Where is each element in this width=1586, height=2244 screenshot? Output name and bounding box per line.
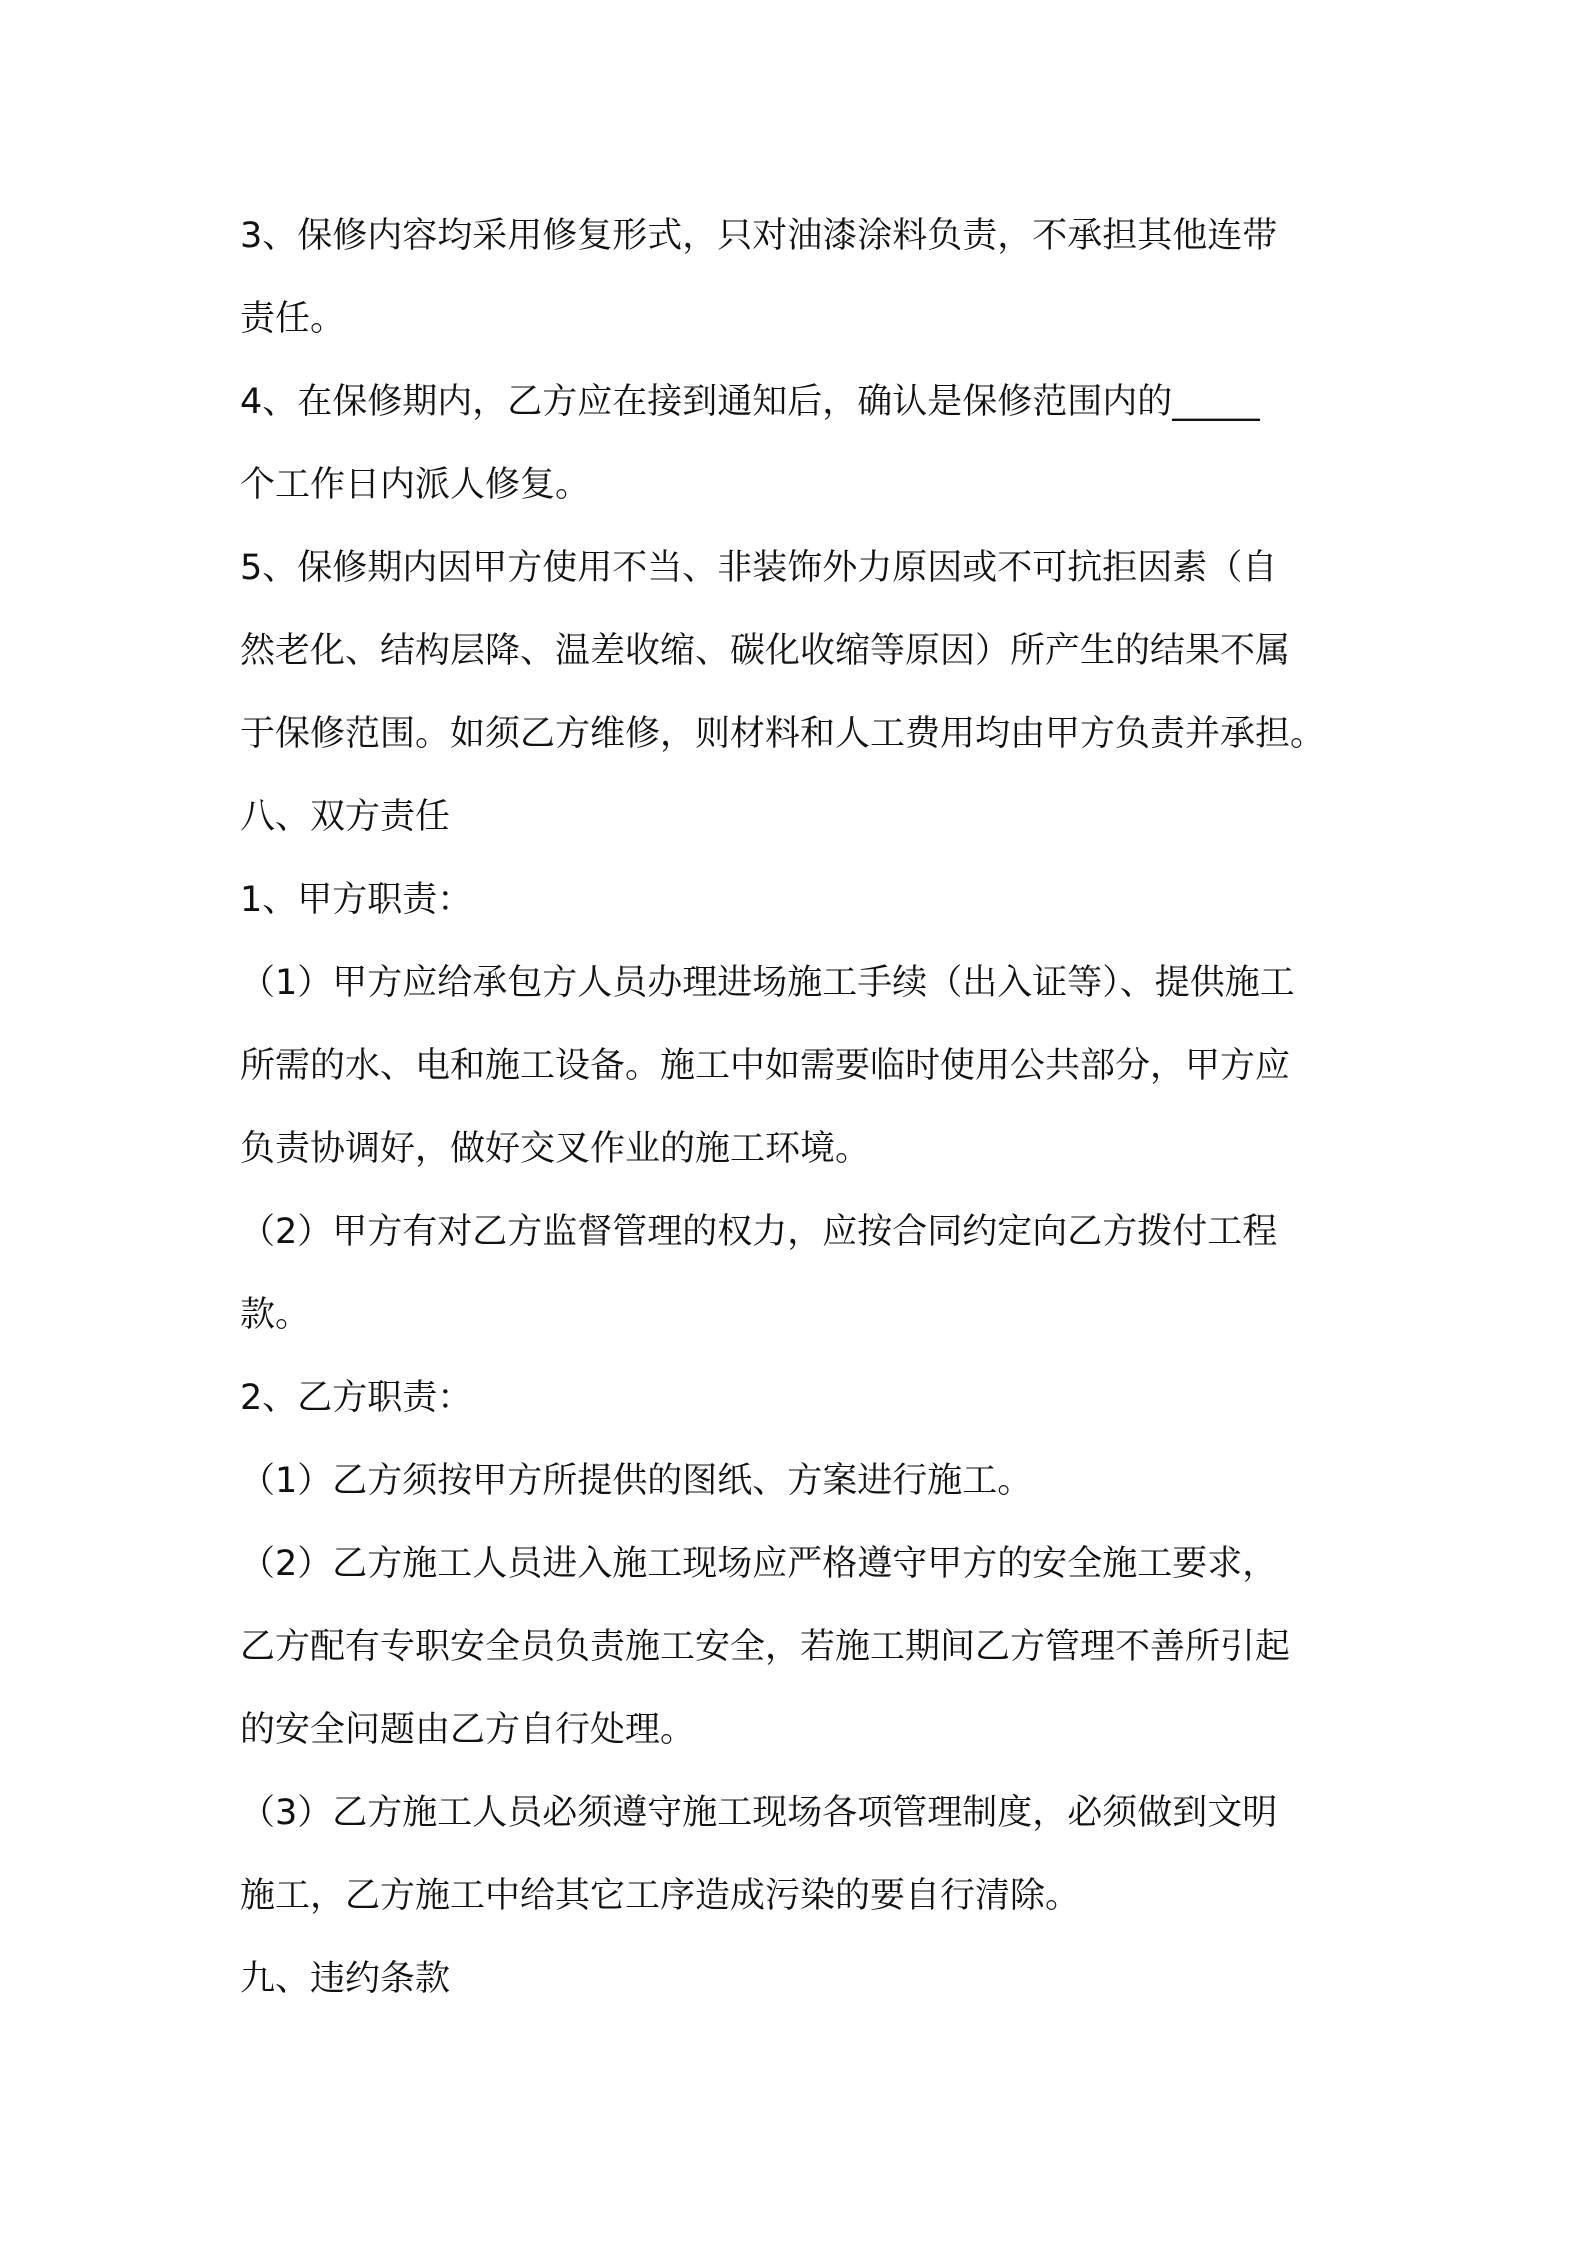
party-b-duty-3 <box>240 1772 1356 1938</box>
party-a-duty-2 <box>240 1191 1356 1357</box>
subheading-text: 1、甲方职责： <box>240 880 473 920</box>
text-line: 5、保修期内因甲方使用不当、非装饰外力原因或不可抗拒因素（自 <box>240 548 1278 588</box>
text-line: （2）甲方有对乙方监督管理的权力，应按合同约定向乙方拨付工程 <box>240 1212 1278 1252</box>
clause-5-warranty-exclusions <box>240 527 1356 776</box>
section-heading-breach-clauses <box>240 1938 1356 2021</box>
party-b-duty-1 <box>240 1440 1356 1523</box>
text-line: 乙方配有专职安全员负责施工安全，若施工期间乙方管理不善所引起 <box>240 1627 1291 1667</box>
text-line: 然老化、结构层降、温差收缩、碳化收缩等原因）所产生的结果不属 <box>240 631 1291 671</box>
text-line: 款。 <box>240 1295 311 1335</box>
text-line: 负责协调好，做好交叉作业的施工环境。 <box>240 1129 871 1169</box>
clause-4-repair-timeline <box>240 361 1356 527</box>
subheading-text: 2、乙方职责： <box>240 1378 473 1418</box>
text-line: 施工，乙方施工中给其它工序造成污染的要自行清除。 <box>240 1876 1081 1916</box>
party-b-duty-2 <box>240 1523 1356 1772</box>
text-line: 4、在保修期内，乙方应在接到通知后，确认是保修范围内的_____ <box>240 382 1260 422</box>
text-line: 个工作日内派人修复。 <box>240 465 591 505</box>
heading-text: 九、违约条款 <box>240 1959 451 1999</box>
text-line: 3、保修内容均采用修复形式，只对油漆涂料负责，不承担其他连带 <box>240 216 1278 256</box>
section-heading-mutual-responsibilities <box>240 776 1356 859</box>
document-body <box>240 195 1356 2021</box>
text-line: 所需的水、电和施工设备。施工中如需要临时使用公共部分，甲方应 <box>240 1046 1291 1086</box>
heading-text: 八、双方责任 <box>240 797 451 837</box>
text-line: 责任。 <box>240 299 346 339</box>
subheading-party-b-duties <box>240 1357 1356 1440</box>
subheading-party-a-duties <box>240 859 1356 942</box>
text-line: （1）乙方须按甲方所提供的图纸、方案进行施工。 <box>240 1461 1033 1501</box>
party-a-duty-1 <box>240 942 1356 1191</box>
text-line: 的安全问题由乙方自行处理。 <box>240 1710 696 1750</box>
text-line: （3）乙方施工人员必须遵守施工现场各项管理制度，必须做到文明 <box>240 1793 1278 1833</box>
text-line: 于保修范围。如须乙方维修，则材料和人工费用均由甲方负责并承担。 <box>240 714 1326 754</box>
text-line: （1）甲方应给承包方人员办理进场施工手续（出入证等）、提供施工 <box>240 963 1295 1003</box>
text-line: （2）乙方施工人员进入施工现场应严格遵守甲方的安全施工要求， <box>240 1544 1278 1584</box>
clause-3-warranty-repair <box>240 195 1356 361</box>
